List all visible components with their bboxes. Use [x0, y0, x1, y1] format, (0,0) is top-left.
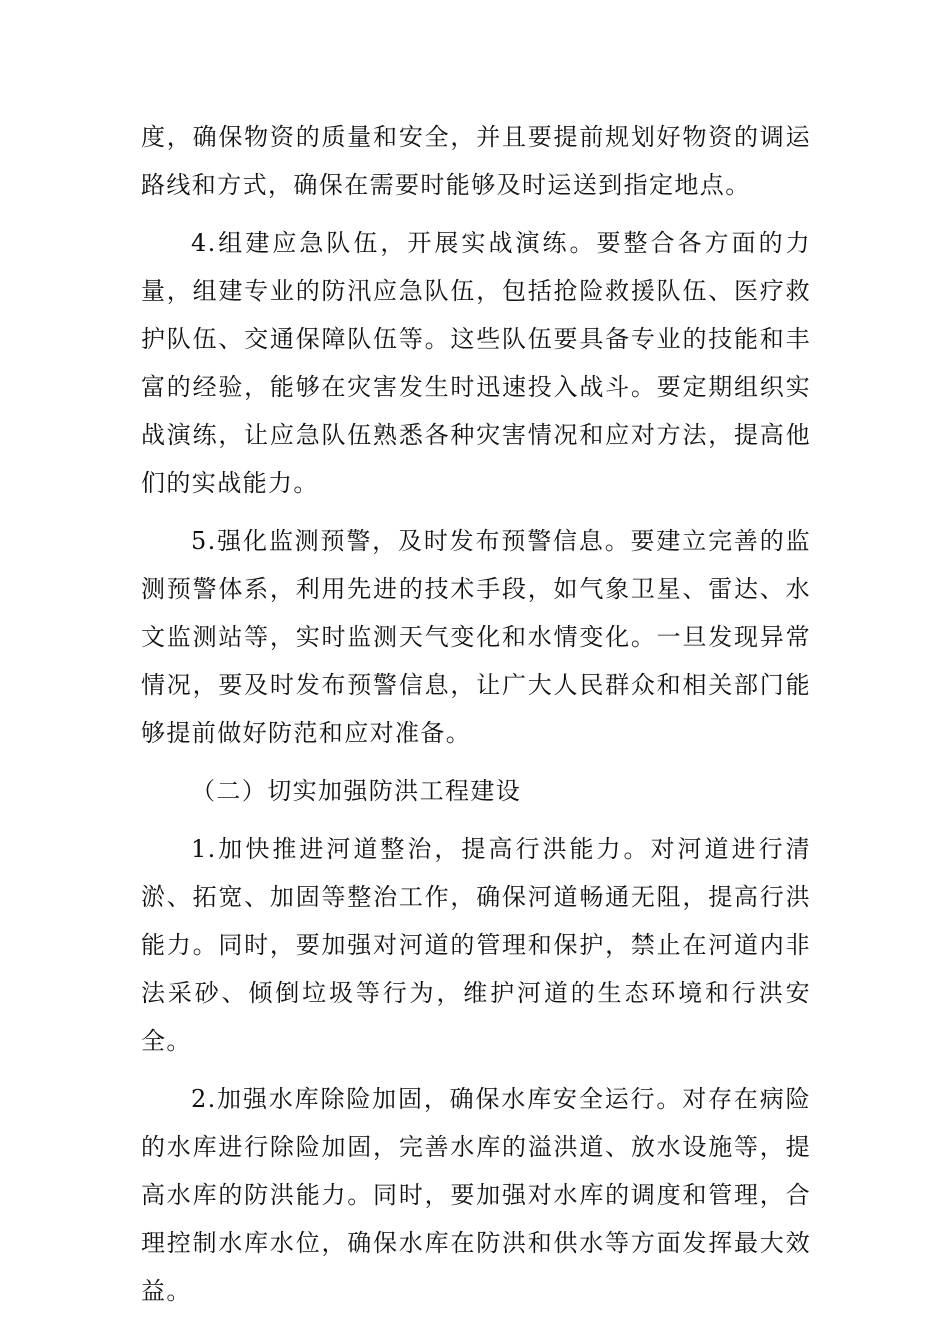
paragraph-item-4: 4.组建应急队伍，开展实战演练。要整合各方面的力量，组建专业的防汛应急队伍，包括抢险救援队伍、医疗救护队伍、交通保障队伍等。这些队伍要具备专业的技能和丰富的经验，能够在灾害发生时迅速投入战斗。要定期组织实战演练，让应急队伍熟悉各种灾害情况和应对方法，提高他们的实战能力。 [141, 229, 811, 497]
paragraph-item-5: 5.强化监测预警，及时发布预警信息。要建立完善的监测预警体系，利用先进的技术手段，如气象卫星、雷达、水文监测站等，实时监测天气变化和水情变化。一旦发现异常情况，要及时发布预警信息，让广大人民群众和相关部门能够提前做好防范和应对准备。 [141, 527, 811, 747]
document-body [141, 113, 811, 1325]
paragraph-continuation: 度，确保物资的质量和安全，并且要提前规划好物资的调运路线和方式，确保在需要时能够及时运送到指定地点。 [141, 123, 811, 199]
paragraph-item-2: 2.加强水库除险加固，确保水库安全运行。对存在病险的水库进行除险加固，完善水库的溢洪道、放水设施等，提高水库的防洪能力。同时，要加强对水库的调度和管理，合理控制水库水位，确保水库在防洪和供水等方面发挥最大效益。 [141, 1085, 811, 1305]
section-heading-2: （二）切实加强防洪工程建设 [191, 777, 522, 805]
paragraph-item-1: 1.加快推进河道整治，提高行洪能力。对河道进行清淤、拓宽、加固等整治工作，确保河道畅通无阻，提高行洪能力。同时，要加强对河道的管理和保护，禁止在河道内非法采砂、倾倒垃圾等行为，维护河道的生态环境和行洪安全。 [141, 835, 811, 1055]
